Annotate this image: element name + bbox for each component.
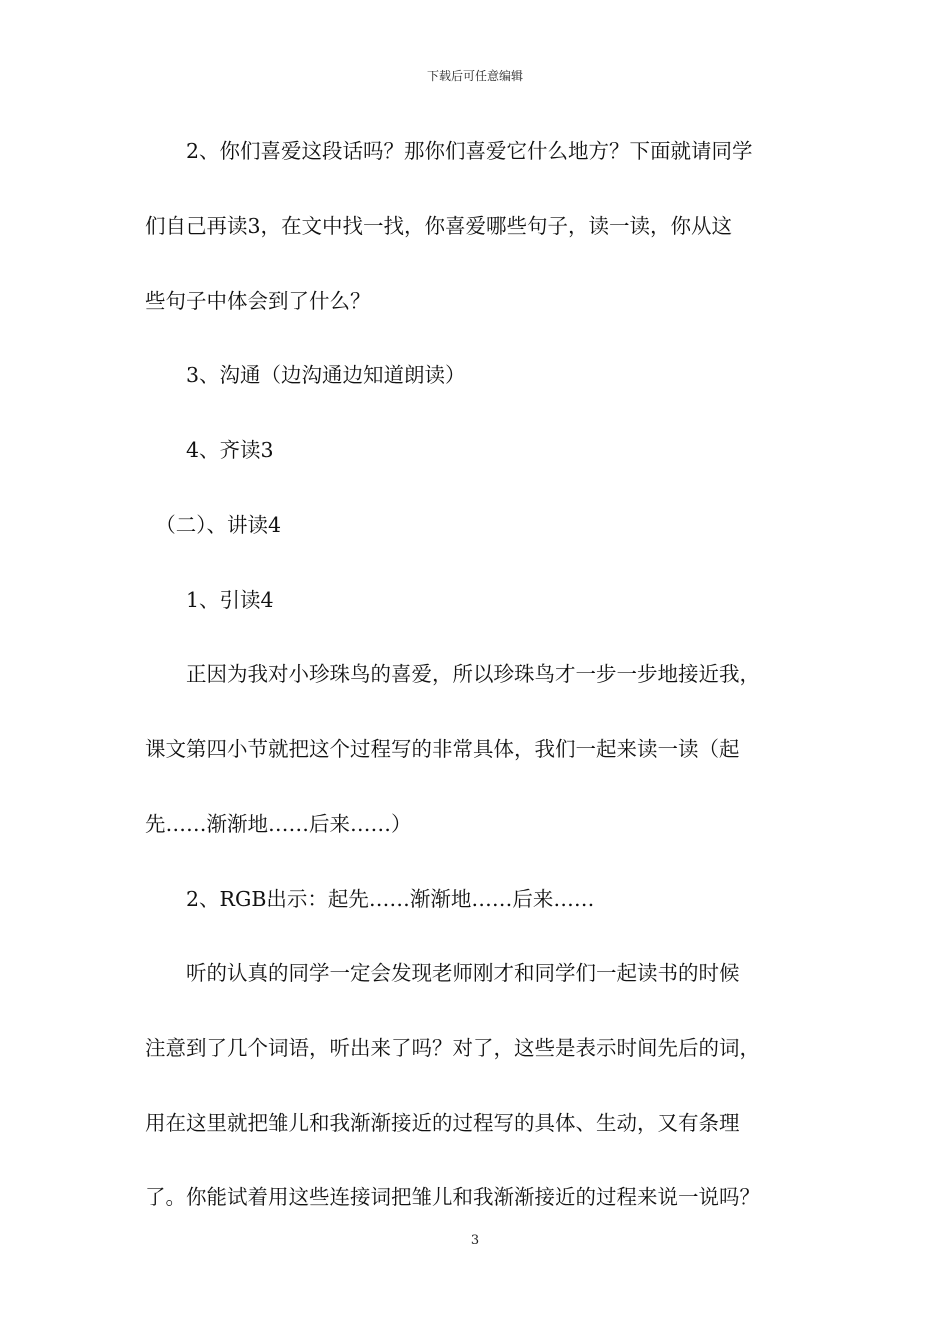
paragraph-line: 听的认真的同学一定会发现老师刚才和同学们一起读书的时候 (145, 961, 740, 985)
paragraph-line: 用在这里就把雏儿和我渐渐接近的过程写的具体、生动，又有条理 (145, 1111, 740, 1135)
page-header: 下载后可任意编辑 (426, 69, 523, 83)
paragraph-line: 4、齐读3 (145, 438, 274, 462)
paragraph-line: 些句子中体会到了什么？ (145, 289, 371, 313)
paragraph-line: 先……渐渐地……后来……） (145, 812, 412, 836)
section-heading: （二）、讲读4 (145, 513, 282, 537)
paragraph-line: 2、你们喜爱这段话吗？那你们喜爱它什么地方？下面就请同学 (145, 139, 753, 163)
paragraph-line: 3、沟通（边沟通边知道朗读） (145, 363, 466, 387)
page-number: 3 (470, 1233, 480, 1248)
paragraph-line: 2、RGB出示：起先……渐渐地……后来…… (145, 887, 595, 911)
paragraph-line: 正因为我对小珍珠鸟的喜爱，所以珍珠鸟才一步一步地接近我， (145, 662, 760, 686)
paragraph-line: 课文第四小节就把这个过程写的非常具体，我们一起来读一读（起 (145, 737, 740, 761)
paragraph-line: 了。你能试着用这些连接词把雏儿和我渐渐接近的过程来说一说吗？ (145, 1185, 760, 1209)
paragraph-line: 注意到了几个词语，听出来了吗？对了，这些是表示时间先后的词， (145, 1036, 760, 1060)
paragraph-line: 们自己再读3，在文中找一找，你喜爱哪些句子，读一读，你从这 (145, 214, 733, 238)
paragraph-line: 1、引读4 (145, 588, 274, 612)
